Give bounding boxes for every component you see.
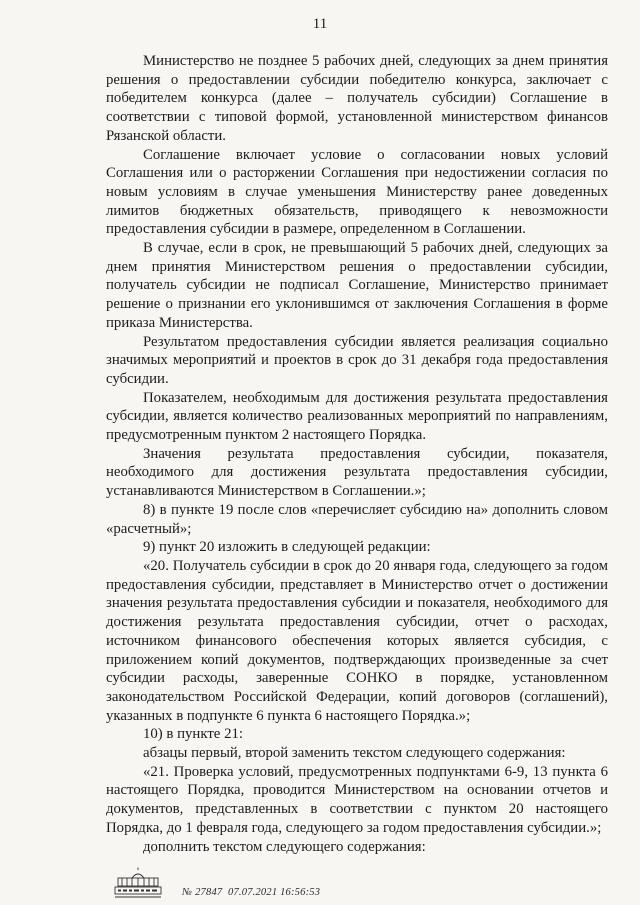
paragraph: 8) в пункте 19 после слов «перечисляет субсидию на» дополнить словом «расчетный»; (106, 501, 608, 537)
paragraph: Показателем, необходимым для достижения результата предоставления субсидии, является количество реализованных мероприятий по направлениям, предусмотренным пунктом 2 настоящего Порядка. (106, 389, 608, 444)
paragraph: «20. Получатель субсидии в срок до 20 января года, следующего за годом предоставления субсидии, представляет в Министерство отчет о достижении значения результата предоставления субсидии и показателя, необходимого для достижения результата предоставления субсидии, отчет о расходах, источником финансового обеспечения которых является субсидия, с приложением копий документов, подтверждающих произведенные за счет субсидии расходы, заверенные СОНКО в порядке, установленном законодательством Российской Федерации, копий договоров (соглашений), указанных в подпункте 6 пункта 6 настоящего Порядка.»; (106, 557, 608, 724)
paragraph: «21. Проверка условий, предусмотренных подпунктами 6-9, 13 пункта 6 настоящего Порядка, проводится Министерством на основании отчетов и документов, представленных в соответствии с пунктом 20 настоящего Порядка, до 1 февраля года, следующего за годом предоставления субсидии.»; (106, 763, 608, 836)
document-body (106, 52, 608, 856)
paragraph: В случае, если в срок, не превышающий 5 рабочих дней, следующих за днем принятия Министерством решения о предоставлении субсидии, получатель субсидии не подписал Соглашение, Министерство принимает решение о признании его уклонившимся от заключения Соглашения в форме приказа Министерства. (106, 240, 608, 331)
paragraph: Результатом предоставления субсидии является реализация социально значимых мероприятий и проектов в срок до 31 декабря года предоставления субсидии. (106, 333, 608, 387)
paragraph: Значения результата предоставления субсидии, показателя, необходимого для достижения результата предоставления субсидии, устанавливаются Министерством в Соглашении.»; (106, 445, 608, 500)
paragraph: 9) пункт 20 изложить в следующей редакции: (143, 539, 431, 556)
number-sign: № (182, 887, 193, 898)
paragraph: абзацы первый, второй заменить текстом следующего содержания: (143, 745, 566, 762)
registration-footer (112, 866, 320, 900)
paragraph: Министерство не позднее 5 рабочих дней, следующих за днем принятия решения о предоставлении субсидии победителю конкурса, заключает с победителем конкурса (далее – получатель субсидии) Соглашение в соответствии с типовой формой, установленной министерством финансов Рязанской области. (106, 53, 608, 144)
document-number: 27847 (195, 887, 223, 898)
emblem-stamp-icon (112, 866, 164, 900)
paragraph: 10) в пункте 21: (143, 726, 243, 743)
paragraph: Соглашение включает условие о согласовании новых условий Соглашения или о расторжении Соглашения при недостижении согласия по новым условиям в случае уменьшения Министерству ранее доведенных лимитов бюджетных обязательств, приводящего к невозможности предоставления субсидии в размере, определенном в Соглашении. (106, 146, 608, 238)
registration-mark (182, 887, 320, 900)
paragraph: дополнить текстом следующего содержания: (143, 838, 426, 855)
page-number: 11 (312, 16, 328, 32)
registration-timestamp: 07.07.2021 16:56:53 (228, 887, 321, 898)
